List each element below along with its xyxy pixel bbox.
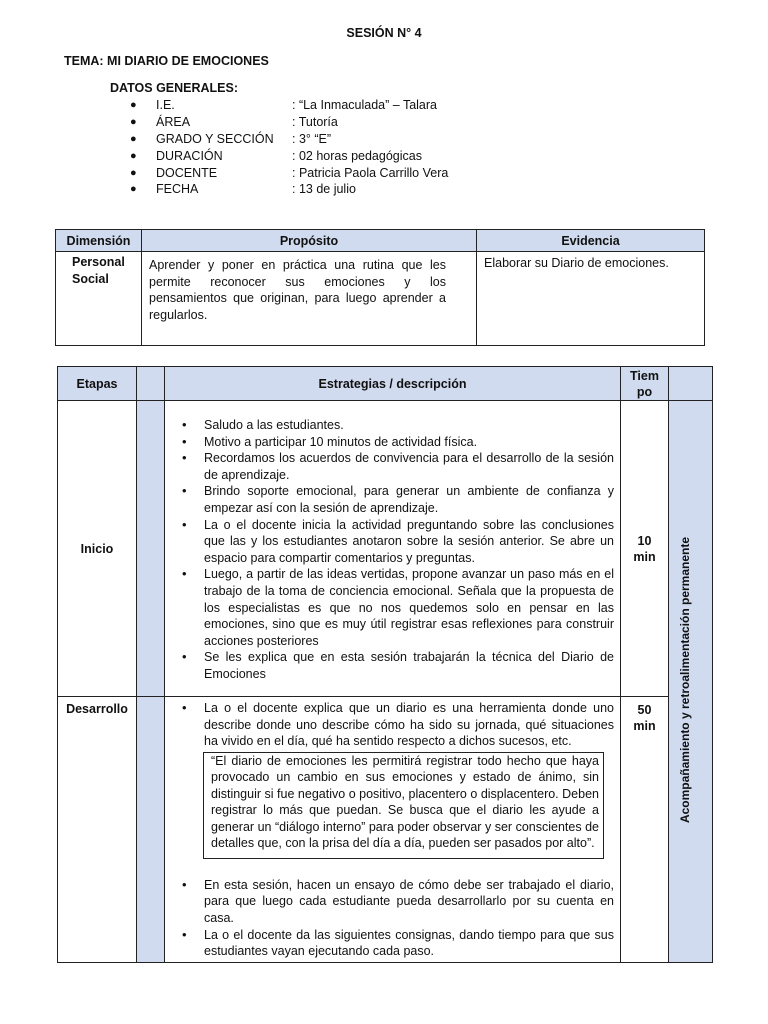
bullet-icon: ● — [130, 116, 137, 129]
desarrollo-list-2 — [173, 877, 614, 960]
data-label: DURACIÓN — [156, 148, 223, 163]
data-label: FECHA — [156, 182, 199, 197]
proposito-text: Aprender y poner en práctica una rutina que les permite reconocer sus emociones y los pensamientos que originan, para luego aprender a regularlos. — [149, 258, 446, 322]
desarrollo-list — [173, 700, 614, 750]
proposito-cell — [142, 252, 477, 346]
data-value: : 13 de julio — [292, 182, 356, 197]
list-item: • Se les explica que en esta sesión trabajarán la técnica del Diario de Emociones — [204, 649, 614, 682]
vertical-label: Acompañamiento y retroalimentación permanente — [678, 536, 692, 824]
data-row-area — [130, 114, 550, 131]
stage-inicio-label: Inicio — [80, 541, 114, 556]
data-row-fecha — [130, 181, 550, 198]
strategies-table — [57, 366, 713, 963]
data-label: ÁREA — [156, 115, 191, 130]
time-inicio — [621, 401, 669, 697]
data-label: I.E. — [156, 98, 175, 113]
evidencia-cell — [477, 252, 705, 346]
header-evidencia: Evidencia — [477, 230, 705, 252]
data-value: : 02 horas pedagógicas — [292, 148, 422, 163]
session-title: SESIÓN N° 4 — [346, 26, 422, 40]
header-tiempo: Tiem po — [621, 367, 669, 401]
list-item: • Saludo a las estudiantes. — [204, 417, 614, 434]
list-item: • Motivo a participar 10 minutos de actividad física. — [204, 434, 614, 451]
gray-spacer — [137, 697, 165, 963]
data-label: GRADO Y SECCIÓN — [156, 131, 274, 146]
vertical-label-column — [678, 400, 692, 960]
data-value: : Tutoría — [292, 115, 338, 130]
bullet-icon: ● — [130, 99, 137, 112]
header-proposito: Propósito — [142, 230, 477, 252]
data-label: DOCENTE — [156, 165, 218, 180]
dimension-cell — [56, 252, 142, 346]
data-value: : Patricia Paola Carrillo Vera — [292, 165, 449, 180]
desarrollo-strategies-cell — [165, 697, 621, 963]
data-value: : 3° “E” — [292, 131, 332, 146]
topic-heading: TEMA: MI DIARIO DE EMOCIONES — [64, 54, 269, 68]
dimension-value: Personal Social — [72, 255, 125, 286]
header-etapas: Etapas — [58, 367, 137, 401]
list-item: • Brindo soporte emocional, para generar un ambiente de confianza y empezar así con la sesión de aprendizaje. — [204, 483, 614, 516]
list-item: • Recordamos los acuerdos de convivencia para el desarrollo de la sesión de aprendizaje. — [204, 450, 614, 483]
list-item: • Luego, a partir de las ideas vertidas, propone avanzar un paso más en el trabajo de la toma de conciencia emocional. Señala que la propuesta de los especialistas es que no nos quedemos solo en pensar en las emociones, sino que es muy útil registrar esas reflexiones para construir acciones posteriores — [204, 566, 614, 649]
header-blank — [137, 367, 165, 401]
stage-desarrollo — [58, 697, 137, 963]
diary-quote-box: “El diario de emociones les permitirá registrar todo hecho que haya provocado un cambio en sus emociones y estado de ánimo, sin distinguir si fue negativo o positivo, placentero o displacentero. Deben registrar lo más que puedan. Se busca que el diario les ayude a generar un “diálogo interno” para poder observar y ser conscientes de detalles que, con la prisa del día a día, pueden ser pasados por alto”. — [203, 752, 604, 859]
bullet-icon: ● — [130, 149, 137, 162]
list-item: • La o el docente inicia la actividad preguntando sobre las conclusiones que las y los estudiantes anotaron sobre la sesión anterior. Se abre un espacio para compartir comentarios y preguntas. — [204, 517, 614, 567]
header-estrategias: Estrategias / descripción — [165, 367, 621, 401]
bullet-icon: ● — [130, 166, 137, 179]
purpose-table — [55, 229, 705, 346]
data-value: : “La Inmaculada” – Talara — [292, 98, 437, 113]
list-item: • En esta sesión, hacen un ensayo de cómo debe ser trabajado el diario, para que luego cada estudiante pueda desarrollarlo por su cuenta en casa. — [204, 877, 614, 927]
bullet-icon: ● — [130, 132, 137, 145]
list-item: • La o el docente da las siguientes consignas, dando tiempo para que sus estudiantes vayan ejecutando cada paso. — [204, 927, 614, 960]
bullet-icon: ● — [130, 183, 137, 196]
time-inicio-value: 10 min — [633, 533, 656, 564]
list-item: • La o el docente explica que un diario es una herramienta donde uno describe donde uno describe cómo ha sido su jornada, qué situaciones ha vivido en el día, qué ha sentido respecto a dichos sucesos, etc. — [204, 700, 614, 750]
time-desarrollo-value: 50 min — [633, 703, 656, 733]
header-dimension: Dimensión — [56, 230, 142, 252]
stage-desarrollo-label: Desarrollo — [66, 702, 128, 716]
header-blank-right — [669, 367, 713, 401]
inicio-strategies-cell — [165, 401, 621, 697]
general-data-heading: DATOS GENERALES: — [110, 81, 239, 95]
data-row-grado — [130, 131, 550, 148]
inicio-list — [173, 417, 614, 683]
data-row-ie — [130, 97, 550, 114]
general-data-list — [130, 97, 550, 198]
evidencia-text: Elaborar su Diario de emociones. — [484, 256, 669, 270]
stage-inicio — [58, 401, 137, 697]
data-row-duracion — [130, 147, 550, 164]
time-desarrollo — [621, 697, 669, 963]
data-row-docente — [130, 164, 550, 181]
gray-spacer — [137, 401, 165, 697]
